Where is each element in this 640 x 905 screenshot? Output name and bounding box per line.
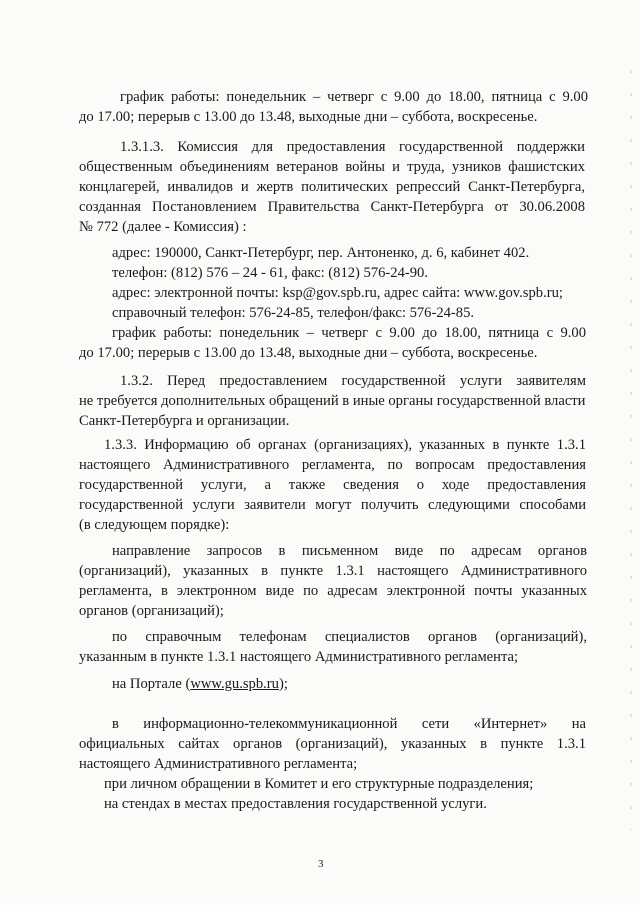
- method-phone-line-2: указанным в пункте 1.3.1 настоящего Административного регламента;: [79, 649, 519, 665]
- commission-line-4: созданная Постановлением Правительства Санкт-Петербурга от 30.06.2008: [79, 199, 585, 215]
- method-internet-line-2: официальных сайтах органов (организаций), указанных в пункте 1.3.1: [79, 736, 586, 752]
- portal-link[interactable]: www.gu.spb.ru: [190, 676, 279, 692]
- portal-prefix: на Портале (: [112, 676, 191, 692]
- commission-line-1: 1.3.1.3. Комиссия для предоставления государственной поддержки: [120, 139, 585, 155]
- address-line: адрес: 190000, Санкт-Петербург, пер. Антоненко, д. 6, кабинет 402.: [112, 245, 530, 261]
- section-1-3-3-line-1: 1.3.3. Информацию об органах (организациях), указанных в пункте 1.3.1: [104, 437, 586, 453]
- method-written-line-1: направление запросов в письменном виде по адресам органов: [112, 543, 587, 559]
- schedule-line-2: до 17.00; перерыв с 13.00 до 13.48, выходные дни – суббота, воскресенье.: [79, 109, 538, 125]
- section-1-3-3-line-2: настоящего Административного регламента, по вопросам предоставления: [79, 457, 586, 473]
- section-1-3-3-line-4: государственной услуги заявители могут получить следующими способами: [79, 497, 586, 513]
- email-line: адрес: электронной почты: ksp@gov.spb.ru, адрес сайта: www.gov.spb.ru;: [112, 285, 563, 301]
- section-1-3-3-line-3: государственной услуги, а также сведения о ходе предоставления: [79, 477, 586, 493]
- section-1-3-2-line-1: 1.3.2. Перед предоставлением государственной услуги заявителям: [120, 373, 586, 389]
- method-portal-line: [112, 675, 288, 693]
- scan-edge-marks: [630, 70, 632, 830]
- method-written-line-3: регламента, в электронном виде по адресам электронной почты указанных: [79, 583, 587, 599]
- method-internet-line-3: настоящего Административного регламента;: [79, 756, 358, 772]
- method-internet-line-1: в информационно-телекоммуникационной сети «Интернет» на: [112, 716, 586, 732]
- page-number: 3: [318, 858, 324, 870]
- method-visit-line: при личном обращении в Комитет и его структурные подразделения;: [104, 776, 534, 792]
- commission-line-3: концлагерей, инвалидов и жертв политических репрессий Санкт-Петербурга,: [79, 179, 585, 195]
- commission-line-5: № 772 (далее - Комиссия) :: [79, 219, 247, 235]
- reference-phone-line: справочный телефон: 576-24-85, телефон/факс: 576-24-85.: [112, 305, 475, 321]
- section-1-3-2-line-2: не требуется дополнительных обращений в иные органы государственной власти: [79, 393, 586, 409]
- schedule2-line-1: график работы: понедельник – четверг с 9.00 до 18.00, пятница с 9.00: [112, 325, 586, 341]
- method-stands-line: на стендах в местах предоставления государственной услуги.: [104, 796, 487, 812]
- method-written-line-2: (организаций), указанных в пункте 1.3.1 настоящего Административного: [79, 563, 587, 579]
- schedule2-line-2: до 17.00; перерыв с 13.00 до 13.48, выходные дни – суббота, воскресенье.: [79, 345, 538, 361]
- section-1-3-3-line-5: (в следующем порядке):: [79, 517, 230, 533]
- method-written-line-4: органов (организаций);: [79, 603, 224, 619]
- commission-line-2: общественным объединениям ветеранов войны и труда, узников фашистских: [79, 159, 585, 175]
- portal-suffix: );: [278, 676, 288, 692]
- section-1-3-2-line-3: Санкт-Петербурга и организации.: [79, 413, 290, 429]
- phone-line: телефон: (812) 576 – 24 - 61, факс: (812) 576-24-90.: [112, 265, 428, 281]
- method-phone-line-1: по справочным телефонам специалистов органов (организаций),: [112, 629, 587, 645]
- schedule-line-1: график работы: понедельник – четверг с 9.00 до 18.00, пятница с 9.00: [120, 89, 588, 105]
